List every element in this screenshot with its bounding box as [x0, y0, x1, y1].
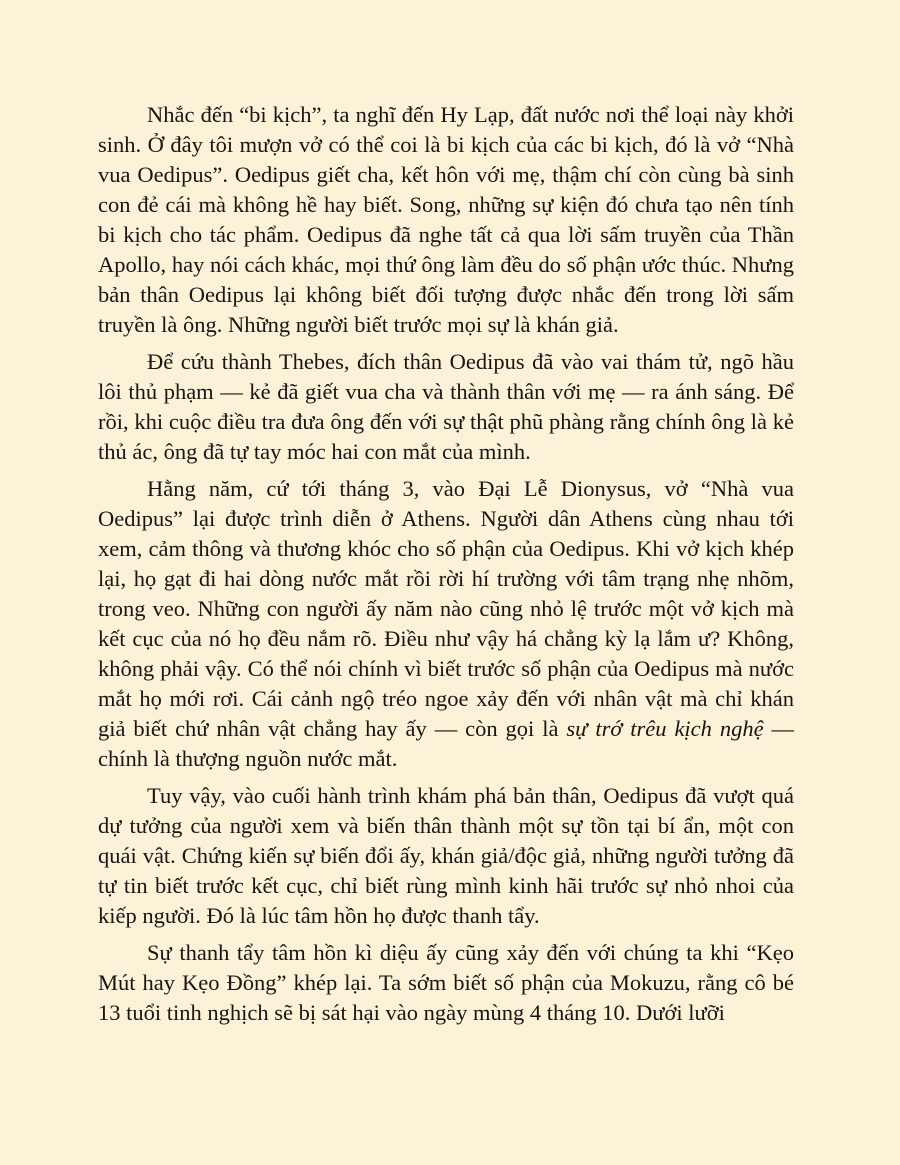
paragraph-segment-normal-2: — chính là thượng nguồn nước mắt.	[98, 716, 795, 771]
paragraph-segment-normal-1: Hằng năm, cứ tới tháng 3, vào Đại Lễ Dionysus, vở “Nhà vua Oedipus” lại được trình diễn ở Athens. Người dân Athens cùng nhau tới xem, cảm thông và thương khóc cho số phận của Oedipus. Khi vở kịch khép lại, họ gạt đi hai dòng nước mắt rồi rời hí trường với tâm trạng nhẹ nhõm, trong veo. Những con người ấy năm nào cũng nhỏ lệ trước một vở kịch mà kết cục của nó họ đều nắm rõ. Điều như vậy há chẳng kỳ lạ lắm ư? Không, không phải vậy. Có thể nói chính vì biết trước số phận của Oedipus mà nước mắt họ mới rơi. Cái cảnh ngộ tréo ngoe xảy đến với nhân vật mà chỉ khán giả biết chứ nhân vật chẳng hay ấy — còn gọi là	[98, 476, 794, 741]
paragraph-keo-mut-keo-dong: Sự thanh tẩy tâm hồn kì diệu ấy cũng xảy đến với chúng ta khi “Kẹo Mút hay Kẹo Đồng” khép lại. Ta sớm biết số phận của Mokuzu, rằng cô bé 13 tuổi tinh nghịch sẽ bị sát hại vào ngày mùng 4 tháng 10. Dưới lưỡi	[98, 940, 794, 1025]
paragraph-thebes-investigation: Để cứu thành Thebes, đích thân Oedipus đã vào vai thám tử, ngõ hầu lôi thủ phạm — kẻ đã giết vua cha và thành thân với mẹ — ra ánh sáng. Để rồi, khi cuộc điều tra đưa ông đến với sự thật phũ phàng rằng chính ông là kẻ thủ ác, ông đã tự tay móc hai con mắt của mình.	[98, 349, 794, 464]
paragraph-dionysus-festival	[98, 474, 794, 774]
paragraph-catharsis: Tuy vậy, vào cuối hành trình khám phá bản thân, Oedipus đã vượt quá dự tưởng của người xem và biến thân thành một sự tồn tại bí ẩn, một con quái vật. Chứng kiến sự biến đổi ấy, khán giả/độc giả, những người tưởng đã tự tin biết trước kết cục, chỉ biết rùng mình kinh hãi trước sự nhỏ nhoi của kiếp người. Đó là lúc tâm hồn họ được thanh tẩy.	[98, 783, 794, 928]
paragraph-segment-italic-dramatic-irony: sự trớ trêu kịch nghệ	[566, 716, 764, 741]
paragraph-oedipus-intro: Nhắc đến “bi kịch”, ta nghĩ đến Hy Lạp, đất nước nơi thể loại này khởi sinh. Ở đây tôi mượn vở có thể coi là bi kịch của các bi kịch, đó là vở “Nhà vua Oedipus”. Oedipus giết cha, kết hôn với mẹ, thậm chí còn cùng bà sinh con đẻ cái mà không hề hay biết. Song, những sự kiện đó chưa tạo nên tính bi kịch cho tác phẩm. Oedipus đã nghe tất cả qua lời sấm truyền của Thần Apollo, hay nói cách khác, mọi thứ ông làm đều do số phận ước thúc. Nhưng bản thân Oedipus lại không biết đối tượng được nhắc đến trong lời sấm truyền là ông. Những người biết trước mọi sự là khán giả.	[98, 102, 794, 337]
page-text-block	[98, 100, 794, 1035]
